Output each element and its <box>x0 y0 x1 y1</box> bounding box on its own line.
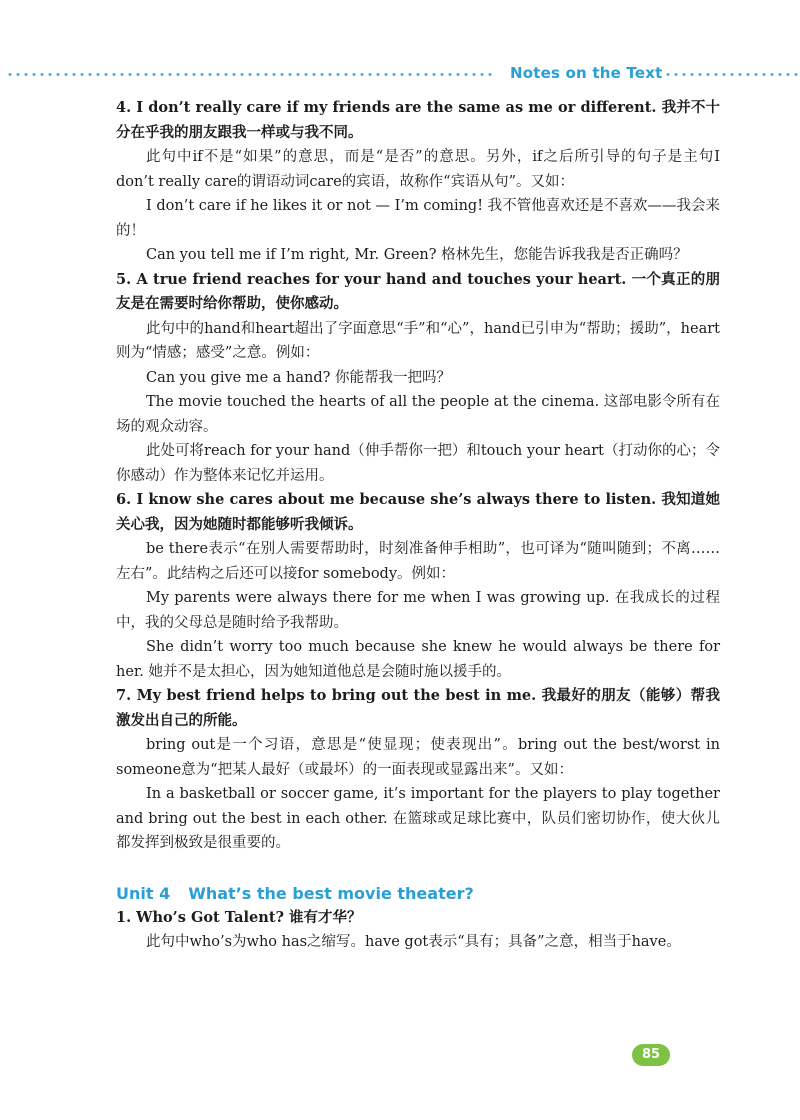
note-heading: 6. I know she cares about me because she’s always there to listen. 我知道她关心我，因为她随时都能够听我倾诉。 <box>116 491 720 533</box>
note-heading: 1. Who’s Got Talent? 谁有才华？ <box>116 908 362 926</box>
note-example: She didn’t worry too much because she knew he would always be there for her. 她并不是太担心，因为她知道他总是会随时施以援手的。 <box>116 639 720 680</box>
note-example: My parents were always there for me when I was growing up. 在我成长的过程中，我的父母总是随时给予我帮助。 <box>116 590 720 631</box>
note-example: I don’t care if he likes it or not — I’m coming! 我不管他喜欢还是不喜欢——我会来的！ <box>116 198 720 239</box>
header-title: Notes on the Text <box>510 64 663 82</box>
running-header <box>0 64 800 84</box>
note-explanation: be there表示“在别人需要帮助时，时刻准备伸手相助”，也可译为“随叫随到；不离……左右”。此结构之后还可以接for somebody。例如： <box>116 541 720 582</box>
dotted-rule-right <box>664 73 800 76</box>
note-explanation: 此句中的hand和heart超出了字面意思“手”和“心”，hand已引申为“帮助；援助”，heart则为“情感；感受”之意。例如： <box>116 320 721 361</box>
note-example: The movie touched the hearts of all the people at the cinema. 这部电影令所有在场的观众动容。 <box>116 394 720 435</box>
note-heading: 7. My best friend helps to bring out the best in me. 我最好的朋友（能够）帮我激发出自己的所能。 <box>116 687 720 729</box>
note-example: In a basketball or soccer game, it’s important for the players to play together and bring out the best in each other. 在篮球或足球比赛中，队员们密切协作，使大伙儿都发挥到极致是很重要的。 <box>116 786 720 851</box>
unit-heading <box>116 882 720 906</box>
note-explanation: bring out是一个习语，意思是“使显现；使表现出”。bring out the best/worst in someone意为“把某人最好（或最坏）的一面表现或显露出来”。又如： <box>116 737 720 778</box>
note-explanation: 此句中if不是“如果”的意思，而是“是否”的意思。另外，if之后所引导的句子是主句I don’t really care的谓语动词care的宾语，故称作“宾语从句”。又如： <box>116 149 720 190</box>
unit-title: What’s the best movie theater? <box>188 883 474 903</box>
note-example: Can you give me a hand? 你能帮我一把吗？ <box>146 369 452 386</box>
note-heading: 4. I don’t really care if my friends are the same as me or different. 我并不十分在乎我的朋友跟我一样或与我不同。 <box>116 99 720 141</box>
note-example: Can you tell me if I’m right, Mr. Green? 格林先生，您能告诉我我是否正确吗？ <box>146 247 688 263</box>
note-explanation: 此句中who’s为who has之缩写。have got表示“具有；具备”之意，相当于have。 <box>146 934 681 950</box>
dotted-rule-left <box>6 73 496 76</box>
page-content <box>116 96 720 955</box>
unit-number: Unit 4 <box>116 883 171 903</box>
note-heading: 5. A true friend reaches for your hand and touches your heart. 一个真正的朋友是在需要时给你帮助，使你感动。 <box>116 270 720 312</box>
page-number-badge: 85 <box>632 1044 670 1066</box>
note-explanation: 此处可将reach for your hand（伸手帮你一把）和touch your heart（打动你的心；令你感动）作为整体来记忆并运用。 <box>116 443 720 484</box>
